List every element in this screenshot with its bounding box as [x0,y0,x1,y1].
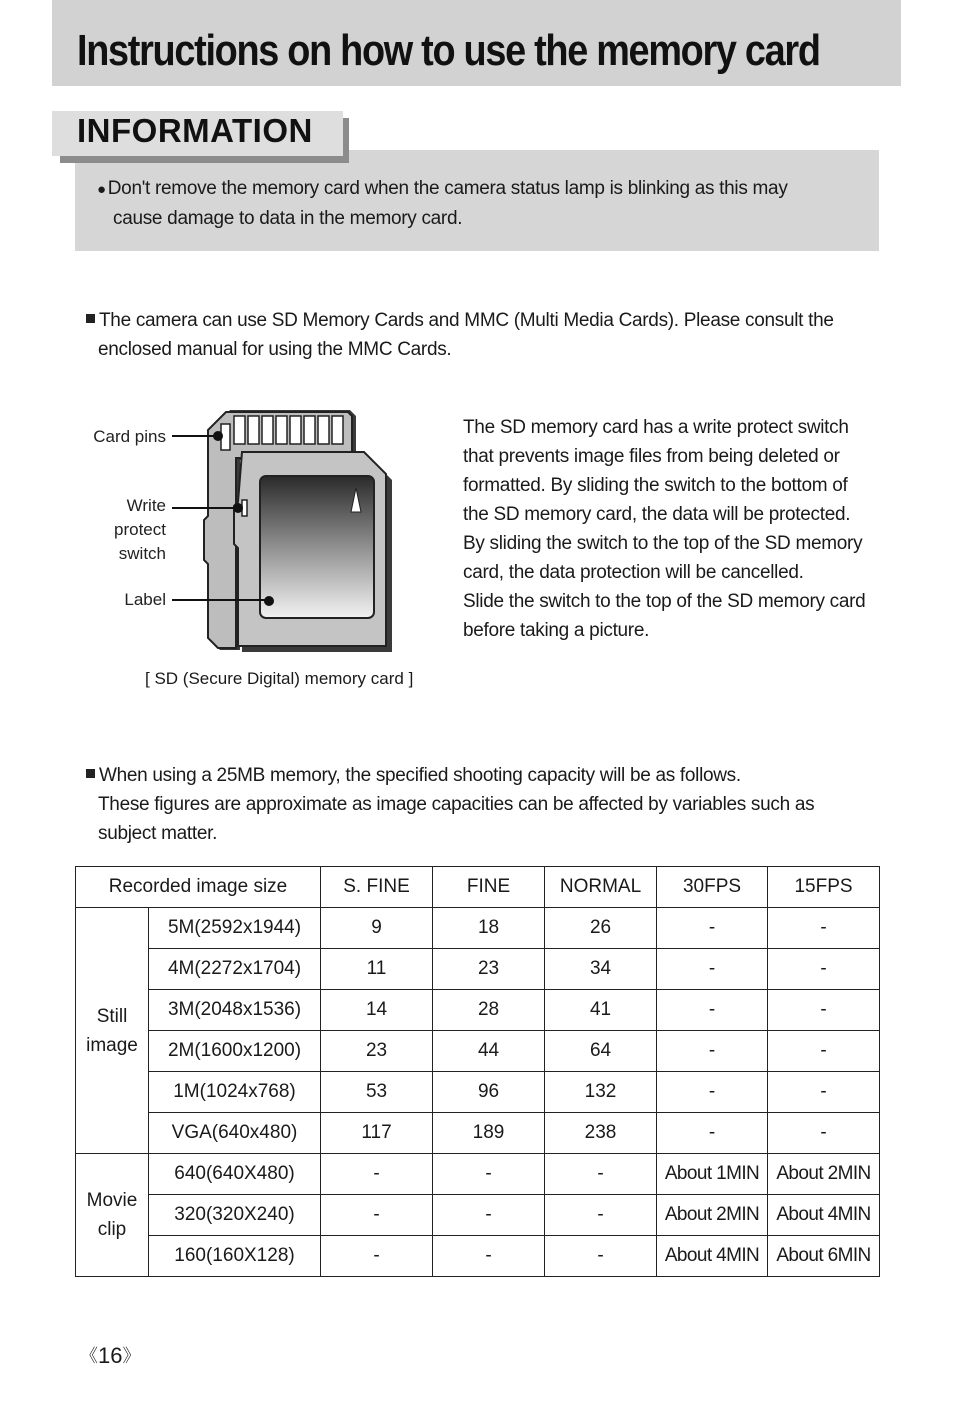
table-cell: - [545,1195,657,1236]
table-cell: 9 [321,908,433,949]
table-cell: 18 [433,908,545,949]
table-row [76,949,880,990]
table-row [76,1195,880,1236]
table-cell: - [768,908,880,949]
table-cell: 238 [545,1113,657,1154]
table-row [76,1154,880,1195]
table-cell: 4M(2272x1704) [149,949,321,990]
sd-card-front [234,452,392,652]
table-cell: 160(160X128) [149,1236,321,1277]
table-cell: - [768,990,880,1031]
information-note [97,174,827,233]
sd-mmc-line-2: enclosed manual for using the MMC Cards. [98,339,452,360]
table-cell: About 2MIN [768,1154,880,1195]
table-cell: About 1MIN [657,1154,768,1195]
table-cell: - [657,949,768,990]
table-cell: 3M(2048x1536) [149,990,321,1031]
table-cell: About 2MIN [657,1195,768,1236]
capacity-table [75,866,880,1277]
sd-description-line: the SD memory card, the data will be protected. [463,504,851,525]
sd-description-line: The SD memory card has a write protect switch [463,417,849,438]
table-cell: 320(320X240) [149,1195,321,1236]
sd-description [463,413,893,645]
table-cell: - [545,1154,657,1195]
sd-description-line: Slide the switch to the top of the SD memory card [463,591,866,612]
table-row [76,1236,880,1277]
table-cell: - [657,990,768,1031]
header-30fps: 30FPS [657,867,768,908]
table-row [76,1113,880,1154]
table-cell: 41 [545,990,657,1031]
table-cell: 53 [321,1072,433,1113]
table-cell: - [768,1113,880,1154]
table-cell: - [433,1195,545,1236]
table-cell: 28 [433,990,545,1031]
table-cell: 640(640X480) [149,1154,321,1195]
table-row [76,1072,880,1113]
information-line-2: cause damage to data in the memory card. [113,208,463,229]
table-cell: - [657,1072,768,1113]
information-line-1: Don't remove the memory card when the camera status lamp is blinking as this may [107,178,788,199]
table-cell: - [657,1113,768,1154]
table-cell: 117 [321,1113,433,1154]
table-cell: About 4MIN [768,1195,880,1236]
table-cell: About 4MIN [657,1236,768,1277]
table-cell: - [545,1236,657,1277]
table-cell: - [321,1195,433,1236]
table-header-row [76,867,880,908]
page-title: Instructions on how to use the memory card [77,26,820,75]
table-row [76,990,880,1031]
table-cell: 26 [545,908,657,949]
table-cell: VGA(640x480) [149,1113,321,1154]
table-cell: 44 [433,1031,545,1072]
sd-mmc-line-1: The camera can use SD Memory Cards and MMC (Multi Media Cards). Please consult the [99,310,834,331]
header-fine: FINE [433,867,545,908]
table-cell: - [768,1072,880,1113]
write-protect-label-line-1: Write [126,496,166,515]
capacity-line-1: When using a 25MB memory, the specified shooting capacity will be as follows. [99,765,741,786]
capacity-line-2: These figures are approximate as image capacities can be affected by variables such as [98,794,815,815]
page-number [80,1342,140,1369]
table-cell: 132 [545,1072,657,1113]
header-sfine: S. FINE [321,867,433,908]
table-cell: 96 [433,1072,545,1113]
header-recorded-image-size: Recorded image size [76,867,321,908]
header-15fps: 15FPS [768,867,880,908]
table-cell: 23 [321,1031,433,1072]
label-label: Label [124,590,166,609]
table-cell: - [768,1031,880,1072]
table-cell: - [657,1031,768,1072]
table-cell: - [433,1154,545,1195]
sd-description-line: that prevents image files from being deleted or [463,446,840,467]
sd-description-line: before taking a picture. [463,620,650,641]
capacity-paragraph [86,761,814,848]
table-cell: 189 [433,1113,545,1154]
table-cell: - [321,1236,433,1277]
table-cell: - [321,1154,433,1195]
write-protect-switch-label [80,494,166,566]
table-cell: - [433,1236,545,1277]
table-cell: About 6MIN [768,1236,880,1277]
table-cell: 14 [321,990,433,1031]
information-heading: INFORMATION [77,112,313,149]
sd-mmc-paragraph [86,306,834,364]
write-protect-label-line-2: protect [114,520,166,539]
page-number-value: 16 [98,1343,123,1368]
still-image-group-label: Still image [76,908,149,1154]
bullet-icon: ● [97,181,106,198]
square-bullet-icon [86,769,95,778]
table-cell: - [657,908,768,949]
table-row [76,1031,880,1072]
card-pins-label: Card pins [93,427,166,446]
sd-description-line: formatted. By sliding the switch to the bottom of [463,475,848,496]
table-cell: 2M(1600x1200) [149,1031,321,1072]
table-cell: 5M(2592x1944) [149,908,321,949]
capacity-line-3: subject matter. [98,823,218,844]
sd-description-line: card, the data protection will be cancelled. [463,562,804,583]
table-cell: 64 [545,1031,657,1072]
diagram-caption: [ SD (Secure Digital) memory card ] [145,669,414,688]
sd-description-line: By sliding the switch to the top of the SD memory [463,533,863,554]
movie-clip-group-label: Movie clip [76,1154,149,1277]
page-number-left-bracket: 《 [80,1346,98,1366]
table-cell: - [768,949,880,990]
table-cell: 34 [545,949,657,990]
square-bullet-icon [86,314,95,323]
write-protect-label-line-3: switch [118,544,166,563]
table-cell: 11 [321,949,433,990]
table-cell: 1M(1024x768) [149,1072,321,1113]
table-row [76,908,880,949]
header-normal: NORMAL [545,867,657,908]
table-cell: 23 [433,949,545,990]
page-number-right-bracket: 》 [122,1346,141,1366]
